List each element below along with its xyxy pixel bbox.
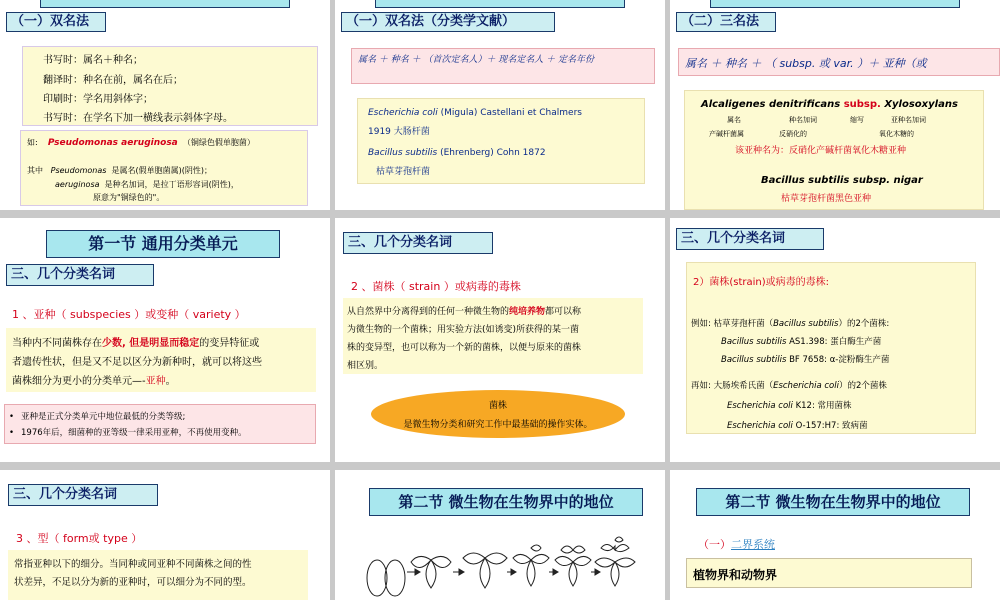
kingdoms-text: 植物界和动物界 [693, 568, 778, 582]
section-header: （一）双名法 [6, 12, 106, 32]
section-header: （二）三名法 [676, 12, 776, 32]
slide-two-kingdoms[interactable] [670, 470, 1000, 600]
cell-stage [367, 560, 405, 596]
slide-title-strip [375, 0, 625, 8]
note-line: 原意为"铜绿色的"。 [93, 193, 165, 202]
part-label: 种名加词 [789, 116, 817, 124]
strain-examples-box [686, 262, 976, 434]
kingdoms-box [686, 558, 972, 588]
slide-type[interactable] [0, 470, 330, 600]
para-line: 株的变异型，也可以称为一个新的菌株，以便与原来的菌株 [347, 343, 582, 353]
para-line: 状差异，不足以分为新的亚种时，可以细分为不同的型。 [14, 577, 252, 588]
example-line: 例如: 枯草芽孢杆菌（Bacillus subtilis）的2个菌株: [691, 319, 890, 329]
subtitle: 1 、亚种（ subspecies ）或变种（ variety ） [12, 308, 246, 321]
example-line: 再如: 大肠埃希氏菌（Escherichia coli）的2个菌株 [691, 381, 887, 391]
part-label: 缩写 [850, 116, 864, 124]
note-line: aeruginosa 是种名加词，是拉丁语形容词(阴性)， [55, 180, 239, 189]
trinomial-example-box [684, 90, 984, 210]
cell-stage [555, 546, 591, 586]
example-line: Escherichia coli O-157:H7: 致病菌 [727, 421, 868, 431]
example-cn: 枯草芽孢杆菌黑色亚种 [781, 194, 872, 204]
slide-title: 第一节 通用分类单元 [46, 230, 280, 258]
para-line: 菌株细分为更小的分类单元—-亚种。 [12, 376, 176, 387]
formula-text: 属名 ＋ 种名 ＋ （首次定名人）＋ 现名定名人 ＋ 定名年份 [358, 55, 595, 65]
cell-division-diagram [335, 530, 665, 600]
section-header: 三、几个分类名词 [343, 232, 493, 254]
rule-line: 书写时：属名＋种名； [43, 55, 143, 66]
slide-title-strip [40, 0, 290, 8]
formula-box [351, 48, 655, 84]
example-line: Bacillus subtilis AS1.398: 蛋白酶生产菌 [721, 337, 882, 347]
cell-stage [463, 553, 507, 588]
cell-stage [595, 537, 635, 586]
example-line: Escherichia coli (Migula) Castellani et Chalmers [368, 108, 582, 118]
slide-title: 第二节 微生物在生物界中的地位 [696, 488, 970, 516]
example-line: 枯草芽孢杆菌 [376, 167, 431, 177]
strain-ellipse [371, 390, 625, 438]
example-line: Escherichia coli K12: 常用菌株 [727, 401, 852, 411]
rule-line: 印刷时：学名用斜体字； [43, 94, 153, 105]
sub-heading: （一）二界系统 [698, 538, 775, 551]
conclusion-text: 该亚种名为：反硝化产碱杆菌氧化木糖亚种 [735, 146, 907, 156]
ellipse-text: 是微生物分类和研究工作中最基础的操作实体。 [403, 420, 593, 430]
para-line: 当种内不同菌株存在少数, 但是明显而稳定的变异特征或 [12, 338, 260, 349]
slide-trinomial[interactable] [670, 0, 1000, 210]
trinomial-name: Alcaligenes denitrificans subsp. Xylosoxylans [701, 99, 958, 110]
example-box [20, 130, 308, 206]
note-item: • 亚种是正式分类单元中地位最低的分类等级; [9, 409, 311, 425]
note-line: 其中 Pseudomonas 是属名(假单胞菌属)(阴性)； [27, 166, 213, 175]
section-header: （一）双名法（分类学文献） [341, 12, 555, 32]
notes-box [4, 404, 316, 444]
para-line: 者遗传性状，但是又不足以区分为新种时，就可以将这些 [12, 357, 262, 368]
slide-binomial-rules[interactable] [0, 0, 330, 210]
section-header: 三、几个分类名词 [6, 264, 154, 286]
slide-title-strip [710, 0, 960, 8]
para-line: 为微生物的一个菌株；用实验方法(如诱变)所获得的某一菌 [347, 325, 580, 335]
subtitle: 2 、菌株（ strain ）或病毒的毒株 [351, 280, 521, 293]
para-line: 从自然界中分离得到的任何一种微生物的纯培养物都可以称 [347, 307, 582, 317]
rule-line: 书写时：在学名下加一横线表示斜体字母。 [43, 113, 233, 124]
slide-binomial-literature[interactable] [335, 0, 665, 210]
example-line: Bacillus subtilis BF 7658: α-淀粉酶生产菌 [721, 355, 890, 365]
ellipse-title: 菌株 [488, 401, 507, 411]
slide-title: 第二节 微生物在生物界中的地位 [369, 488, 643, 516]
example-line: 1919 大肠杆菌 [368, 127, 430, 137]
slide-subspecies[interactable] [0, 218, 330, 462]
definition-box [6, 328, 316, 392]
note-item: • 1976年后，细菌种的亚等级一律采用亚种，不再使用变种。 [9, 425, 311, 441]
formula-text: 属名 ＋ 种名 ＋ （ subsp. 或 var. ）＋ 亚种（或 [685, 57, 927, 70]
example-line: 如: Pseudomonas aeruginosa （铜绿色假单胞菌） [27, 138, 255, 148]
slide-position-diagram[interactable] [335, 470, 665, 600]
formula-box [678, 48, 1000, 76]
rules-box [22, 46, 318, 126]
part-meaning: 反硝化的 [779, 130, 807, 138]
subtitle: 3 、型（ form或 type ） [16, 532, 143, 545]
section-header: 三、几个分类名词 [8, 484, 158, 506]
part-label: 亚种名加词 [891, 116, 926, 124]
box-title: 2）菌株(strain)或病毒的毒株: [693, 277, 830, 288]
example-line: Bacillus subtilis (Ehrenberg) Cohn 1872 [368, 148, 546, 158]
cell-stage [513, 545, 549, 586]
examples-box [357, 98, 645, 184]
two-kingdom-link[interactable]: 二界系统 [731, 538, 775, 551]
part-meaning: 产碱杆菌属 [709, 130, 744, 138]
section-header: 三、几个分类名词 [676, 228, 824, 250]
definition-box [8, 550, 308, 600]
part-meaning: 氧化木糖的 [879, 130, 914, 138]
example-name: Bacillus subtilis subsp. nigar [761, 175, 923, 186]
slide-strain-examples[interactable] [670, 218, 1000, 462]
part-label: 属名 [727, 116, 741, 124]
para-line: 相区别。 [347, 361, 384, 371]
para-line: 常指亚种以下的细分。当同种或同亚种不同菌株之间的性 [14, 559, 252, 570]
definition-box [343, 298, 643, 374]
slide-strain[interactable] [335, 218, 665, 462]
rule-line: 翻译时：种名在前，属名在后； [43, 75, 183, 86]
